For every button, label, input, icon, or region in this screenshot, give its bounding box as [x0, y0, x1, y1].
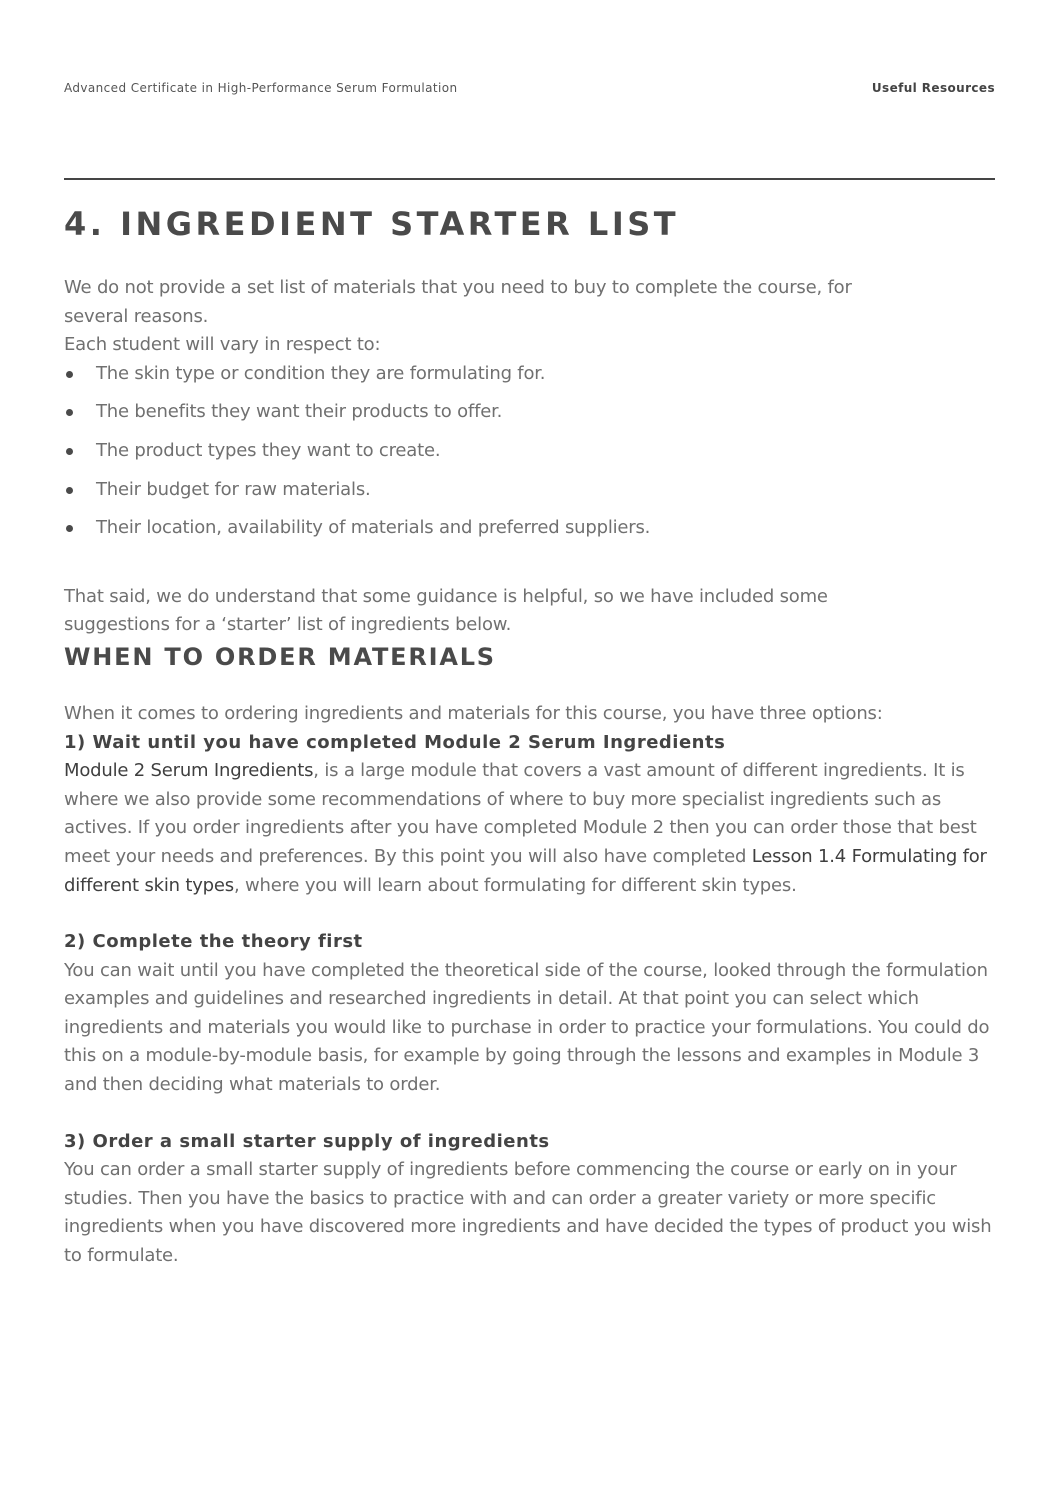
list-item-text: The skin type or condition they are formulating for.: [96, 362, 546, 384]
option-body: You can wait until you have completed the theoretical side of the course, looked through the formulation examples and guidelines and researched ingredients in detail. At that point you can select which ingredients and materials you would like to purchase in order to practice your formulations. You could do this on a module-by-module basis, for example by going through the lessons and examples in Module 3 and then deciding what materials to order.: [64, 959, 990, 1096]
list-item: [64, 360, 995, 399]
course-title: Advanced Certificate in High-Performance Serum Formulation: [64, 81, 458, 95]
option-3: [64, 1128, 995, 1271]
bullet-icon: [66, 409, 73, 416]
running-header: [64, 81, 995, 95]
option-body: You can order a small starter supply of ingredients before commencing the course or early on in your studies. Then you have the basics to practice with and can order a greater variety or more specific ingredients when you have discovered more ingredients and have decided the types of product you wish to formulate.: [64, 1159, 992, 1267]
list-item-text: Their budget for raw materials.: [96, 478, 371, 500]
option-2: [64, 928, 995, 1100]
list-item-text: The benefits they want their products to offer.: [96, 401, 503, 423]
option-heading: 2) Complete the theory first: [64, 931, 363, 953]
page-title: 4. INGREDIENT STARTER LIST: [64, 205, 680, 243]
intro-paragraph: We do not provide a set list of materials that you need to buy to complete the course, for several reasons.: [64, 277, 852, 327]
bullet-icon: [66, 448, 73, 455]
lesson-1-4-link[interactable]: Lesson 1.4 Formulating for different skin types: [64, 845, 987, 896]
section-label: Useful Resources: [871, 81, 995, 95]
variation-list: [64, 360, 995, 553]
list-item: [64, 398, 995, 437]
module-2-link[interactable]: Module 2 Serum Ingredients: [64, 760, 314, 782]
option-text-part: , where you will learn about formulating for different skin types.: [233, 874, 797, 896]
bullet-icon: [66, 525, 73, 532]
option-body: [64, 757, 995, 900]
list-item: [64, 476, 995, 515]
main-content: [64, 202, 995, 1299]
options-intro-paragraph: When it comes to ordering ingredients and materials for this course, you have three options:: [64, 702, 883, 724]
bullet-icon: [66, 371, 73, 378]
list-item: [64, 514, 995, 553]
bullet-icon: [66, 487, 73, 494]
option-text-part: , is a large module that covers a vast amount of different ingredients. It is where we also provide some recommendations of where to buy more specialist ingredients such as actives. If you order ingredients after you have completed Module 2 then you can order those that best meet your needs and preferences. By this point you will also have completed: [64, 760, 977, 867]
list-item-text: Their location, availability of materials and preferred suppliers.: [96, 517, 651, 539]
list-item-text: The product types they want to create.: [96, 439, 441, 461]
list-item: [64, 437, 995, 476]
option-1: [64, 729, 995, 901]
guidance-paragraph: That said, we do understand that some guidance is helpful, so we have included some suggestions for a ‘starter’ list of ingredients below.: [64, 585, 828, 636]
lead-paragraph: Each student will vary in respect to:: [64, 334, 381, 356]
option-heading: 3) Order a small starter supply of ingredients: [64, 1130, 550, 1152]
section-heading: WHEN TO ORDER MATERIALS: [64, 642, 496, 671]
header-divider: [64, 178, 995, 180]
option-heading: 1) Wait until you have completed Module 2 Serum Ingredients: [64, 731, 726, 753]
document-page: [64, 0, 995, 1497]
